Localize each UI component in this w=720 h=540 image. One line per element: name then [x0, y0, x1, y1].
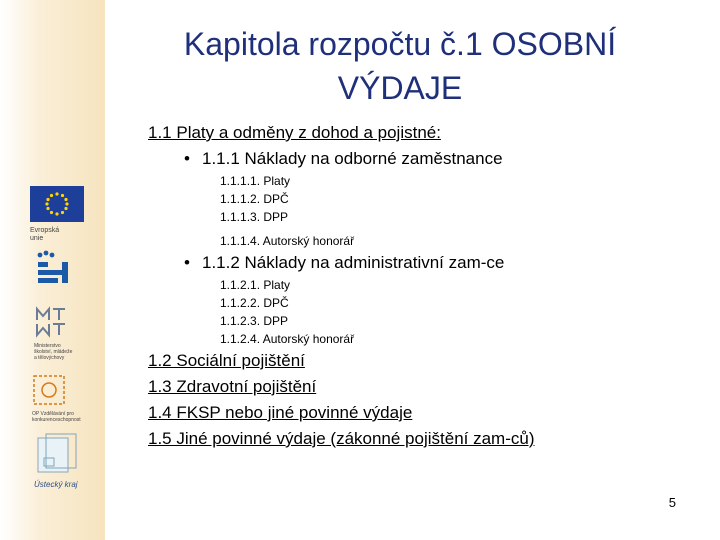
eu-flag-icon	[30, 186, 84, 222]
outline-leaf: 1.1.2.1. Platy	[220, 278, 291, 292]
op-logo-icon	[32, 374, 66, 406]
kraj-logo	[34, 432, 80, 489]
msmt-logo	[34, 306, 76, 361]
outline-leaf: 1.1.1.3. DPP	[220, 210, 289, 224]
outline-subitem-label: 1.1.2 Náklady na administrativní zam-ce	[202, 253, 505, 272]
outline-leaf: 1.1.1.1. Platy	[220, 174, 291, 188]
msmt-logo-icon	[34, 306, 68, 338]
bullet-icon: •	[184, 149, 190, 168]
outline-subitem	[148, 146, 668, 172]
kraj-logo-icon	[34, 432, 80, 476]
bullet-icon: •	[184, 253, 190, 272]
kraj-caption: Ústecký kraj	[34, 480, 78, 489]
outline-subitem-label: 1.1.1 Náklady na odborné zaměstnance	[202, 149, 503, 168]
outline-item: 1.5 Jiné povinné výdaje (zákonné pojištění zam-ců)	[148, 429, 535, 448]
outline-leaf: 1.1.2.4. Autorský honorář	[220, 332, 355, 346]
page-number: 5	[668, 495, 676, 510]
budget-outline	[148, 120, 668, 452]
outline-leaf: 1.1.1.2. DPČ	[220, 192, 289, 206]
outline-leaf: 1.1.2.2. DPČ	[220, 296, 289, 310]
outline-leaf: 1.1.1.4. Autorský honorář	[220, 234, 355, 248]
esf-logo-icon	[34, 250, 74, 290]
sidebar-logos	[0, 0, 105, 540]
outline-item: 1.3 Zdravotní pojištění	[148, 377, 317, 396]
outline-item: 1.4 FKSP nebo jiné povinné výdaje	[148, 403, 413, 422]
op-logo	[32, 374, 102, 423]
outline-item: 1.1 Platy a odměny z dohod a pojistné:	[148, 123, 441, 142]
eu-logo	[30, 186, 84, 243]
outline-subitem	[148, 250, 668, 276]
msmt-caption: Ministerstvo školství, mládeže a tělovýchovy	[34, 343, 73, 361]
outline-leaf: 1.1.2.3. DPP	[220, 314, 289, 328]
esf-logo	[34, 250, 74, 295]
eu-caption: Evropská unie	[30, 227, 60, 242]
slide-title: Kapitola rozpočtu č.1 OSOBNÍ VÝDAJE	[183, 26, 617, 106]
op-caption: OP Vzdělávání pro konkurenceschopnost	[32, 411, 81, 423]
outline-item: 1.2 Sociální pojištění	[148, 351, 305, 370]
